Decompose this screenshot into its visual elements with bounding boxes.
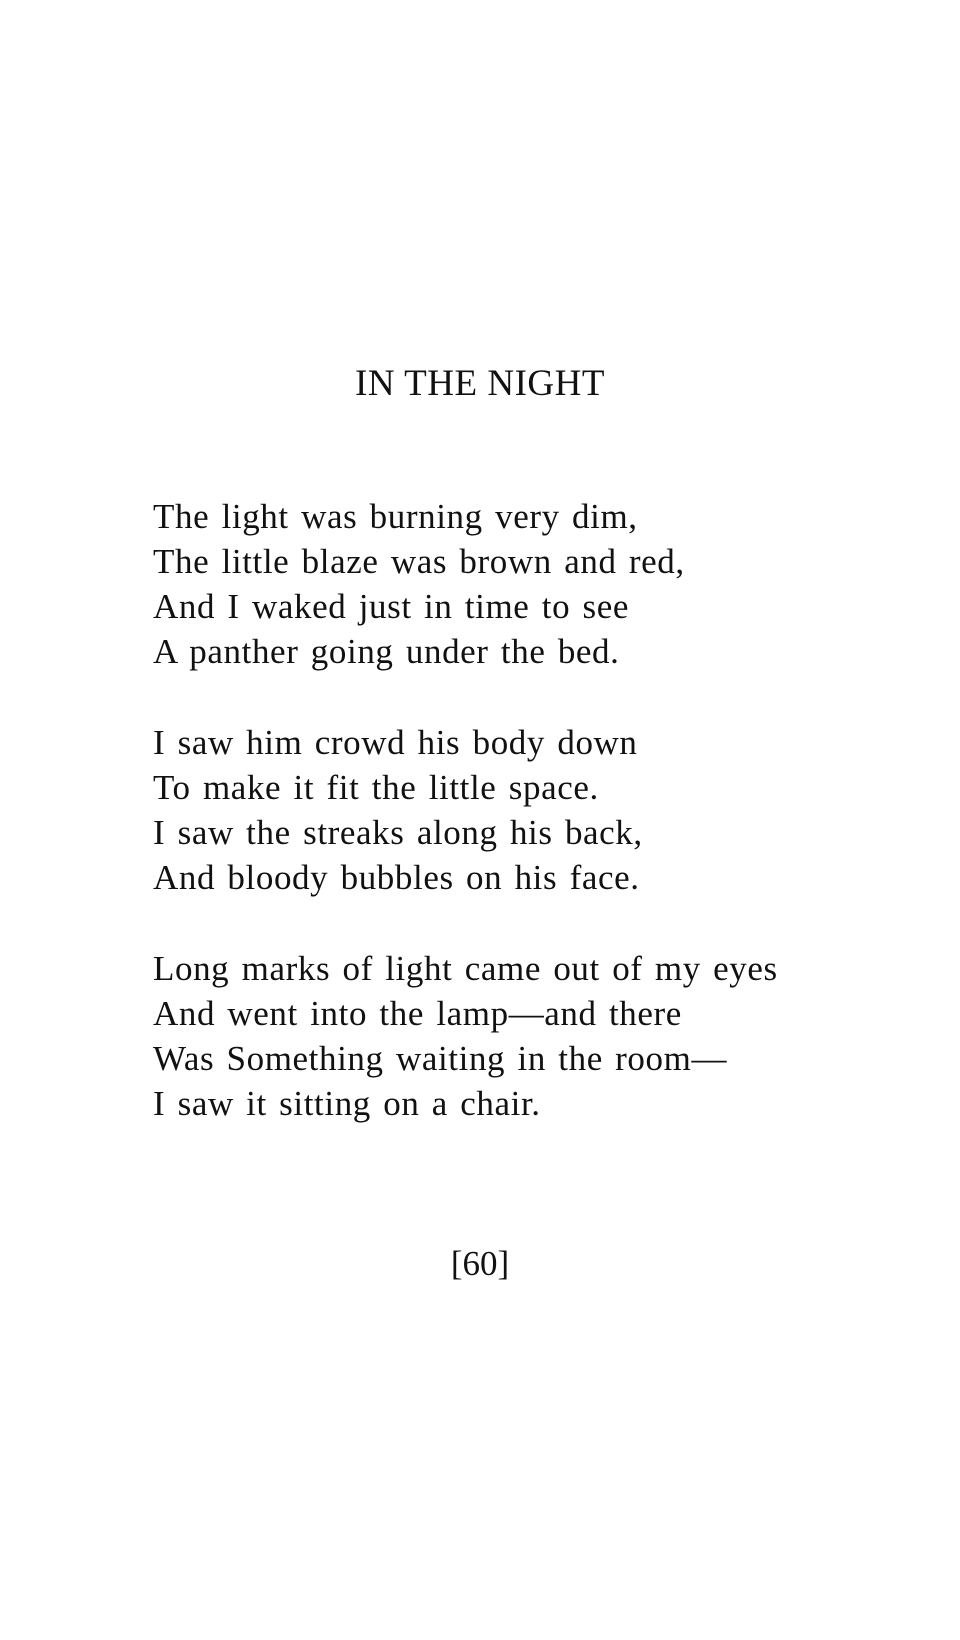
poem-line: To make it fit the little space. bbox=[153, 768, 599, 807]
stanza-2 bbox=[153, 720, 913, 900]
stanza-3 bbox=[153, 946, 913, 1126]
poem-line: And bloody bubbles on his face. bbox=[153, 858, 640, 897]
poem-line: A panther going under the bed. bbox=[153, 632, 620, 671]
poem-line: Was Something waiting in the room— bbox=[153, 1039, 728, 1078]
poem-line: The little blaze was brown and red, bbox=[153, 542, 685, 581]
poem-line: And went into the lamp—and there bbox=[153, 994, 682, 1033]
poem-line: The light was burning very dim, bbox=[153, 497, 638, 536]
poem-line: I saw the streaks along his back, bbox=[153, 813, 643, 852]
poem-title: IN THE NIGHT bbox=[355, 363, 605, 404]
page-number: [60] bbox=[450, 1244, 510, 1283]
poem-line: Long marks of light came out of my eyes bbox=[153, 949, 778, 988]
poem-line: I saw him crowd his body down bbox=[153, 723, 638, 762]
stanza-1 bbox=[153, 494, 913, 674]
poem-body bbox=[153, 494, 913, 1172]
poem-line: And I waked just in time to see bbox=[153, 587, 630, 626]
poem-line: I saw it sitting on a chair. bbox=[153, 1084, 541, 1123]
